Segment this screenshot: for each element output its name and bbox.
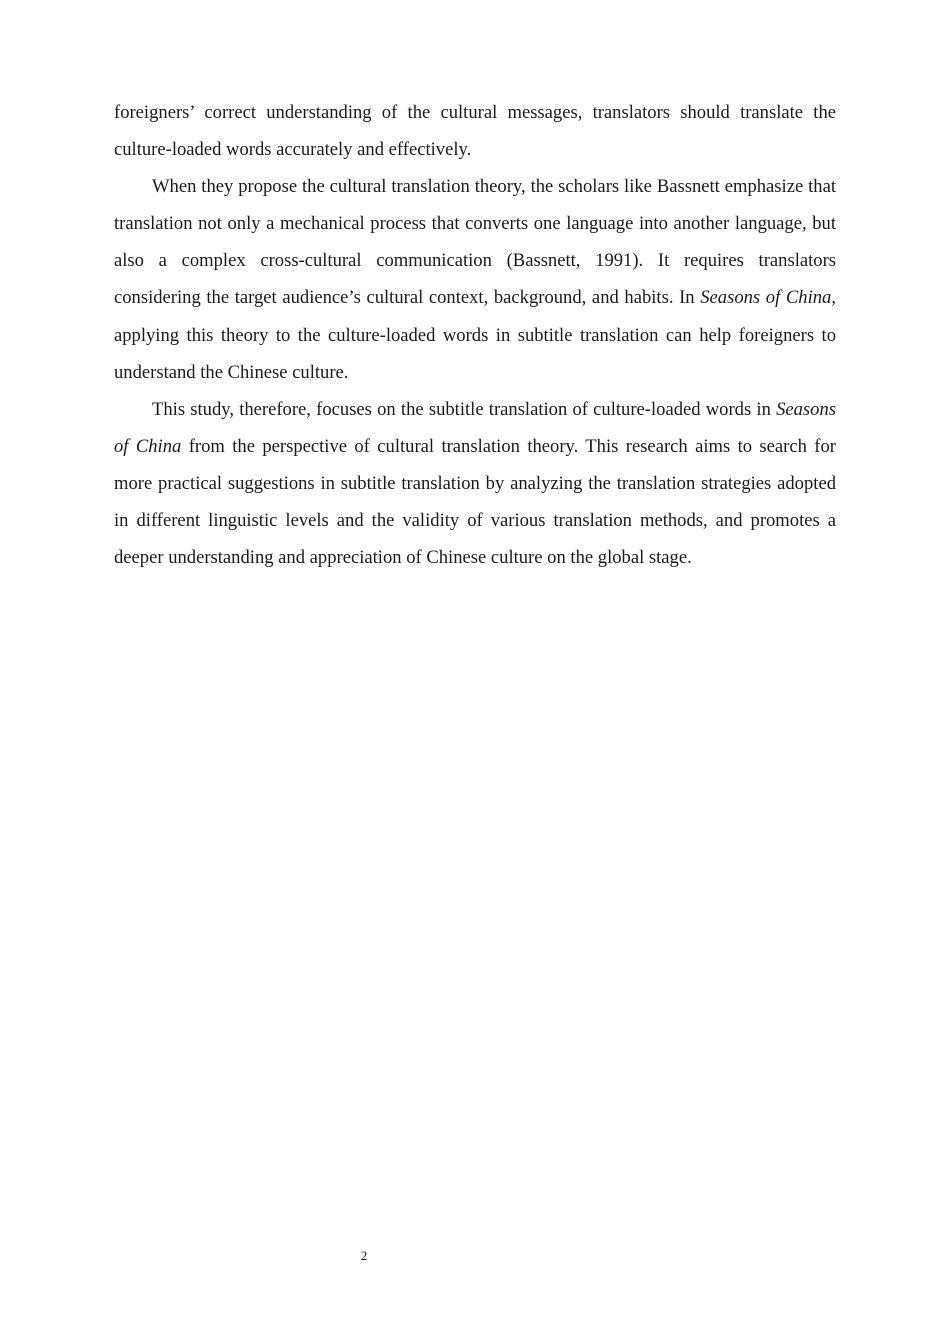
paragraph: [114, 391, 836, 576]
text-run: , applying this theory to the culture-loaded words in subtitle translation can help foreigners to understand the Chinese culture.: [114, 287, 836, 383]
page-number: 2: [360, 1248, 368, 1263]
paragraph: [114, 94, 836, 168]
text-run: This study, therefore, focuses on the subtitle translation of culture-loaded words in: [152, 398, 777, 420]
italic-title: Seasons of China: [700, 287, 832, 309]
text-run: from the perspective of cultural translation theory. This research aims to search for more practical suggestions in subtitle translation by analyzing the translation strategies adopted in different linguistic levels and the validity of various translation methods, and promotes a deeper understanding and appreciation of Chinese culture on the global stage.: [114, 435, 836, 569]
body-text: [114, 94, 836, 576]
italic-title: Seasons of China: [114, 398, 836, 457]
text-run: When they propose the cultural translation theory, the scholars like Bassnett emphasize that translation not only a mechanical process that converts one language into another language, but also a complex cross-cultural communication (Bassnett, 1991). It requires translators considering the target audience’s cultural context, background, and habits. In: [114, 176, 836, 309]
paragraph: [114, 168, 836, 391]
text-run: foreigners’ correct understanding of the cultural messages, translators should translate the culture-loaded words accurately and effectively.: [114, 102, 836, 161]
